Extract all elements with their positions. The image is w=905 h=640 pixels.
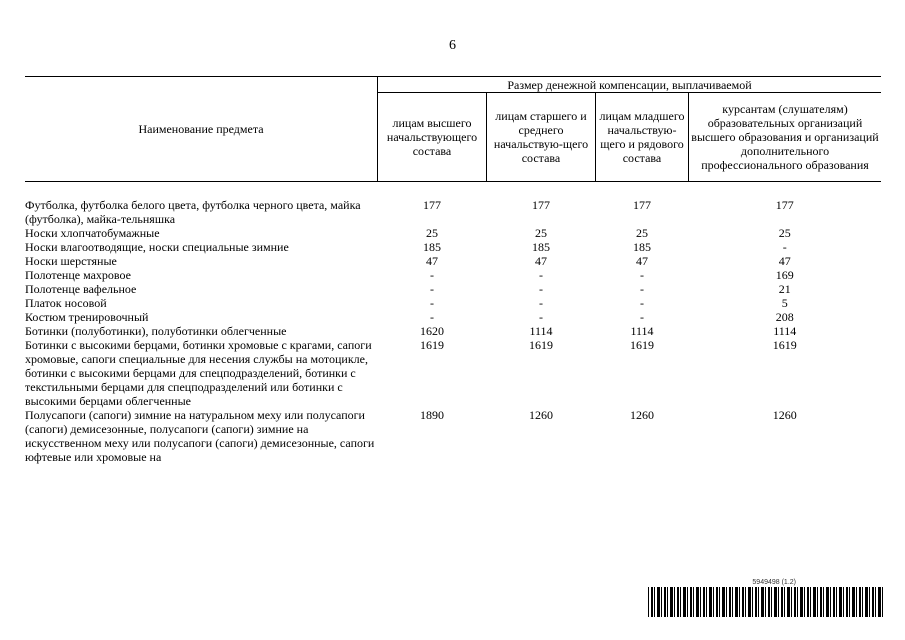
table-row: [25, 310, 881, 324]
value-cell: 1114: [630, 324, 654, 338]
value-cell: 47: [778, 254, 791, 268]
value-cell: -: [539, 296, 543, 310]
header-senior-command: лицам высшего начальствующего состава: [378, 93, 487, 182]
item-name: Полотенце махровое: [25, 268, 131, 282]
header-row-top: [25, 77, 881, 93]
value-cell: 1890: [420, 408, 444, 422]
item-name-header: Наименование предмета: [25, 77, 378, 182]
value-cell: -: [539, 282, 543, 296]
item-name: Ботинки с высокими берцами, ботинки хромовые с крагами, сапоги хромовые, сапоги специальные для несения службы на мотоцикле, ботинки с высокими берцами для спецподразделений, ботинки с текстильными берцами для спецподразделений или ботинки с высокими берцами облегченные: [25, 338, 372, 408]
value-cell: -: [640, 268, 644, 282]
table-row: [25, 240, 881, 254]
value-cell: 185: [423, 240, 441, 254]
value-cell: 25: [426, 226, 438, 240]
value-cell: 1260: [772, 408, 797, 422]
item-name: Футболка, футболка белого цвета, футболка черного цвета, майка (футболка), майка-тельняшка: [25, 198, 361, 226]
header-cadets: курсантам (слушателям) образовательных организаций высшего образования и организаций дополнительного профессионального образования: [689, 93, 882, 182]
compensation-group-header: Размер денежной компенсации, выплачиваемой: [378, 77, 882, 93]
value-cell: 177: [532, 198, 550, 212]
header-junior-command: лицам младшего начальствую-щего и рядового состава: [596, 93, 689, 182]
item-name: Носки влагоотводящие, носки специальные зимние: [25, 240, 289, 254]
value-cell: 1619: [420, 338, 444, 352]
value-cell: 1620: [420, 324, 444, 338]
value-cell: -: [430, 296, 434, 310]
table-row: [25, 282, 881, 296]
page-number: 6: [449, 38, 456, 53]
value-cell: -: [539, 310, 543, 324]
value-cell: 21: [778, 282, 791, 296]
value-cell: 1260: [529, 408, 553, 422]
value-cell: 208: [775, 310, 794, 324]
value-cell: -: [539, 268, 543, 282]
value-cell: -: [782, 240, 787, 254]
barcode-label: 5949498 (1.2): [752, 579, 796, 586]
value-cell: -: [430, 310, 434, 324]
item-name: Ботинки (полуботинки), полуботинки облегченные: [25, 324, 287, 338]
value-cell: 1114: [529, 324, 553, 338]
compensation-table: [25, 76, 881, 464]
header-middle-command: лицам старшего и среднего начальствую-щего состава: [487, 93, 596, 182]
item-name: Носки шерстяные: [25, 254, 117, 268]
item-name: Полусапоги (сапоги) зимние на натуральном меху или полусапоги (сапоги) демисезонные, полусапоги (сапоги) зимние на искусственном меху или полусапоги (сапоги) демисезонные, сапоги юфтевые или хромовые на: [25, 408, 375, 464]
value-cell: 47: [535, 254, 547, 268]
value-cell: -: [430, 282, 434, 296]
value-cell: 25: [636, 226, 648, 240]
value-cell: 5: [781, 296, 788, 310]
value-cell: -: [640, 310, 644, 324]
table-row: [25, 408, 881, 464]
table-row: [25, 254, 881, 268]
table-row: [25, 198, 881, 226]
value-cell: 1619: [529, 338, 553, 352]
value-cell: 47: [426, 254, 438, 268]
value-cell: 25: [778, 226, 791, 240]
value-cell: 1619: [630, 338, 654, 352]
item-name: Костюм тренировочный: [25, 310, 149, 324]
value-cell: -: [430, 268, 434, 282]
value-cell: 185: [633, 240, 651, 254]
table-row: [25, 226, 881, 240]
item-name: Полотенце вафельное: [25, 282, 137, 296]
barcode-icon: [648, 587, 884, 617]
value-cell: 25: [535, 226, 547, 240]
value-cell: 177: [775, 198, 794, 212]
table-row: [25, 296, 881, 310]
value-cell: -: [640, 296, 644, 310]
item-name: Платок носовой: [25, 296, 107, 310]
value-cell: 177: [423, 198, 441, 212]
table-row: [25, 268, 881, 282]
value-cell: 185: [532, 240, 550, 254]
value-cell: 169: [775, 268, 794, 282]
value-cell: 177: [633, 198, 651, 212]
document-barcode: [648, 578, 884, 617]
value-cell: 47: [636, 254, 648, 268]
value-cell: -: [640, 282, 644, 296]
item-name: Носки хлопчатобумажные: [25, 226, 160, 240]
value-cell: 1114: [773, 324, 797, 338]
table-row: [25, 324, 881, 338]
value-cell: 1619: [772, 338, 797, 352]
table-row: [25, 338, 881, 408]
value-cell: 1260: [630, 408, 654, 422]
